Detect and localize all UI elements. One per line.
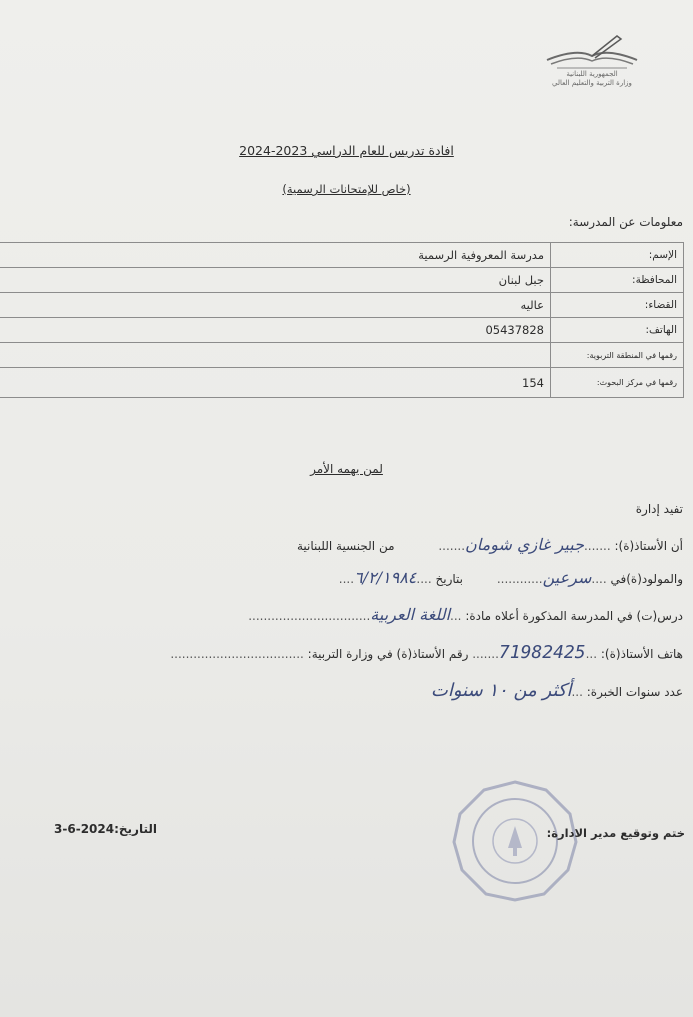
to-whom-heading: لمن يهمه الأمر — [310, 462, 383, 476]
row-label-district: القضاء: — [551, 293, 684, 318]
phone-label: هاتف الأستاذ(ة): — [600, 647, 683, 661]
book-logo-icon — [537, 30, 647, 70]
date-label: بتاريخ — [435, 572, 463, 586]
teacher-phone: 71982425 — [498, 642, 586, 663]
row-label-governorate: المحافظة: — [551, 268, 684, 293]
ministry-logo — [527, 30, 657, 100]
birth-line: والمولود(ة)في ....سرعين............ بتاريخ ....٦/٢/١٩٨٤.... — [338, 568, 683, 587]
birth-date: ٦/٢/١٩٨٤ — [354, 568, 417, 587]
experience-line: عدد سنوات الخبرة: ...أكثر من ١٠ سنوات — [430, 680, 683, 701]
row-value-governorate: جبل لبنان — [0, 268, 551, 293]
taught-label: درس(ت) في المدرسة المذكورة أعلاه مادة: — [465, 609, 683, 623]
table-row — [0, 318, 684, 343]
row-label-name: الإسم: — [551, 243, 684, 268]
teacher-label: أن الأستاذ(ة): — [614, 539, 683, 553]
document-date: التاريخ:2024-6-3 — [54, 822, 157, 836]
school-info-table — [0, 242, 684, 398]
row-label-phone: الهاتف: — [551, 318, 684, 343]
official-stamp-icon — [450, 778, 580, 903]
ministry-line-1: الجمهورية اللبنانية — [566, 70, 618, 78]
row-label-edu-zone-number: رقمها في المنطقة التربوية: — [551, 343, 684, 368]
row-value-research-center-number: 154 — [0, 368, 551, 398]
birthplace: سرعين — [542, 568, 592, 587]
table-row — [0, 243, 684, 268]
signature-label: ختم وتوقيع مدير الادارة: — [546, 826, 685, 840]
born-label: والمولود(ة)في — [610, 572, 683, 586]
school-section-heading: معلومات عن المدرسة: — [568, 215, 683, 229]
row-value-edu-zone-number — [0, 343, 551, 368]
document-title: افادة تدريس للعام الدراسي 2023-2024 — [239, 143, 454, 158]
row-value-name: مدرسة المعروفية الرسمية — [0, 243, 551, 268]
teacher-name: جبير غازي شومان — [465, 535, 584, 554]
nationality-text: من الجنسية اللبنانية — [296, 539, 395, 553]
intro-line: تفيد إدارة — [635, 502, 683, 516]
experience-value: أكثر من ١٠ سنوات — [430, 680, 572, 701]
subject-line: درس(ت) في المدرسة المذكورة أعلاه مادة: ...اللغة العربية................................ — [248, 605, 683, 624]
row-value-phone: 05437828 — [0, 318, 551, 343]
table-row — [0, 293, 684, 318]
teacher-line: أن الأستاذ(ة): .......جبير غازي شومان....... من الجنسية اللبنانية — [296, 535, 683, 554]
row-label-research-center-number: رقمها في مركز البحوث: — [551, 368, 684, 398]
experience-label: عدد سنوات الخبرة: — [586, 685, 683, 699]
row-value-district: عاليه — [0, 293, 551, 318]
table-row — [0, 268, 684, 293]
document-subtitle: (خاص للإمتحانات الرسمية) — [282, 182, 411, 196]
table-row — [0, 368, 684, 398]
ministry-number-label: رقم الأستاذ(ة) في وزارة التربية: — [307, 647, 469, 661]
table-row — [0, 343, 684, 368]
phone-line: هاتف الأستاذ(ة): ...71982425....... رقم الأستاذ(ة) في وزارة التربية: ................................... — [170, 642, 683, 663]
subject-value: اللغة العربية — [370, 605, 451, 624]
ministry-line-2: وزارة التربية والتعليم العالي — [552, 79, 632, 87]
